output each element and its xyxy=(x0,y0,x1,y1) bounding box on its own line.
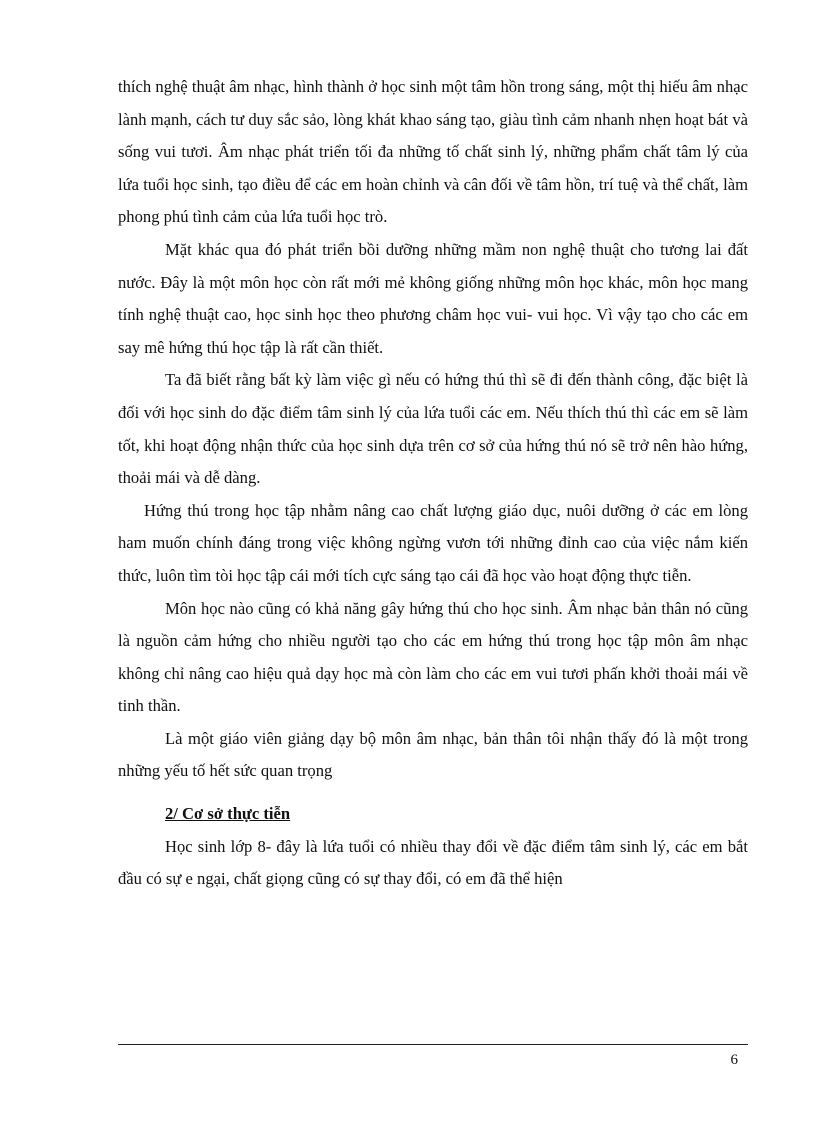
paragraph-art-development: Mặt khác qua đó phát triển bồi dưỡng những mầm non nghệ thuật cho tương lai đất nước. Đây là một môn học còn rất mới mẻ không giống những môn học khác, môn học mang tính nghệ thuật cao, học sinh học theo phương châm học vui- vui học. Vì vậy tạo cho các em say mê hứng thú học tập là rất cần thiết. xyxy=(118,239,748,357)
paragraph-learning-interest: Hứng thú trong học tập nhằm nâng cao chất lượng giáo dục, nuôi dưỡng ở các em lòng ham muốn chính đáng trong việc không ngừng vươn tới những đỉnh cao của việc nắm kiến thức, luôn tìm tòi học tập cái mới tích cực sáng tạo cái đã học vào hoạt động thực tiễn. xyxy=(118,500,748,585)
paragraph-teacher-view: Là một giáo viên giảng dạy bộ môn âm nhạc, bản thân tôi nhận thấy đó là một trong những yếu tố hết sức quan trọng xyxy=(118,728,748,781)
section-heading: 2/ Cơ sở thực tiễn xyxy=(165,804,291,824)
footer-divider xyxy=(118,1044,748,1045)
page-number: 6 xyxy=(730,1052,738,1068)
body-text xyxy=(118,71,748,896)
paragraph-interest-success: Ta đã biết rằng bất kỳ làm việc gì nếu có hứng thú thì sẽ đi đến thành công, đặc biệt là đối với học sinh do đặc điểm tâm sinh lý của lứa tuổi các em. Nếu thích thú thì các em sẽ làm tốt, khi hoạt động nhận thức của học sinh dựa trên cơ sở của hứng thú nó sẽ trở nên hào hứng, thoải mái và dễ dàng. xyxy=(118,370,748,488)
paragraph-grade-8: Học sinh lớp 8- đây là lứa tuổi có nhiều thay đổi về đặc điểm tâm sinh lý, các em bắt đầu có sự e ngại, chất giọng cũng có sự thay đổi, có em đã thể hiện xyxy=(118,836,748,889)
paragraph-subject-interest: Môn học nào cũng có khả năng gây hứng thú cho học sinh. Âm nhạc bản thân nó cũng là nguồn cảm hứng cho nhiều người tạo cho các em hứng thú trong học tập môn âm nhạc không chỉ nâng cao hiệu quả dạy học mà còn làm cho các em vui tươi phấn khởi thoải mái về tinh thần. xyxy=(118,598,748,716)
paragraph-music-benefits: thích nghệ thuật âm nhạc, hình thành ở học sinh một tâm hồn trong sáng, một thị hiếu âm nhạc lành mạnh, cách tư duy sắc sảo, lòng khát khao sáng tạo, giàu tình cảm nhanh nhẹn hoạt bát và sống vui tươi. Âm nhạc phát triển tối đa những tố chất sinh lý, những phẩm chất tâm lý của lứa tuổi học sinh, tạo điều để các em hoàn chỉnh và cân đối về tâm hồn, trí tuệ và thể chất, làm phong phú tình cảm của lứa tuổi học trò. xyxy=(118,77,748,227)
